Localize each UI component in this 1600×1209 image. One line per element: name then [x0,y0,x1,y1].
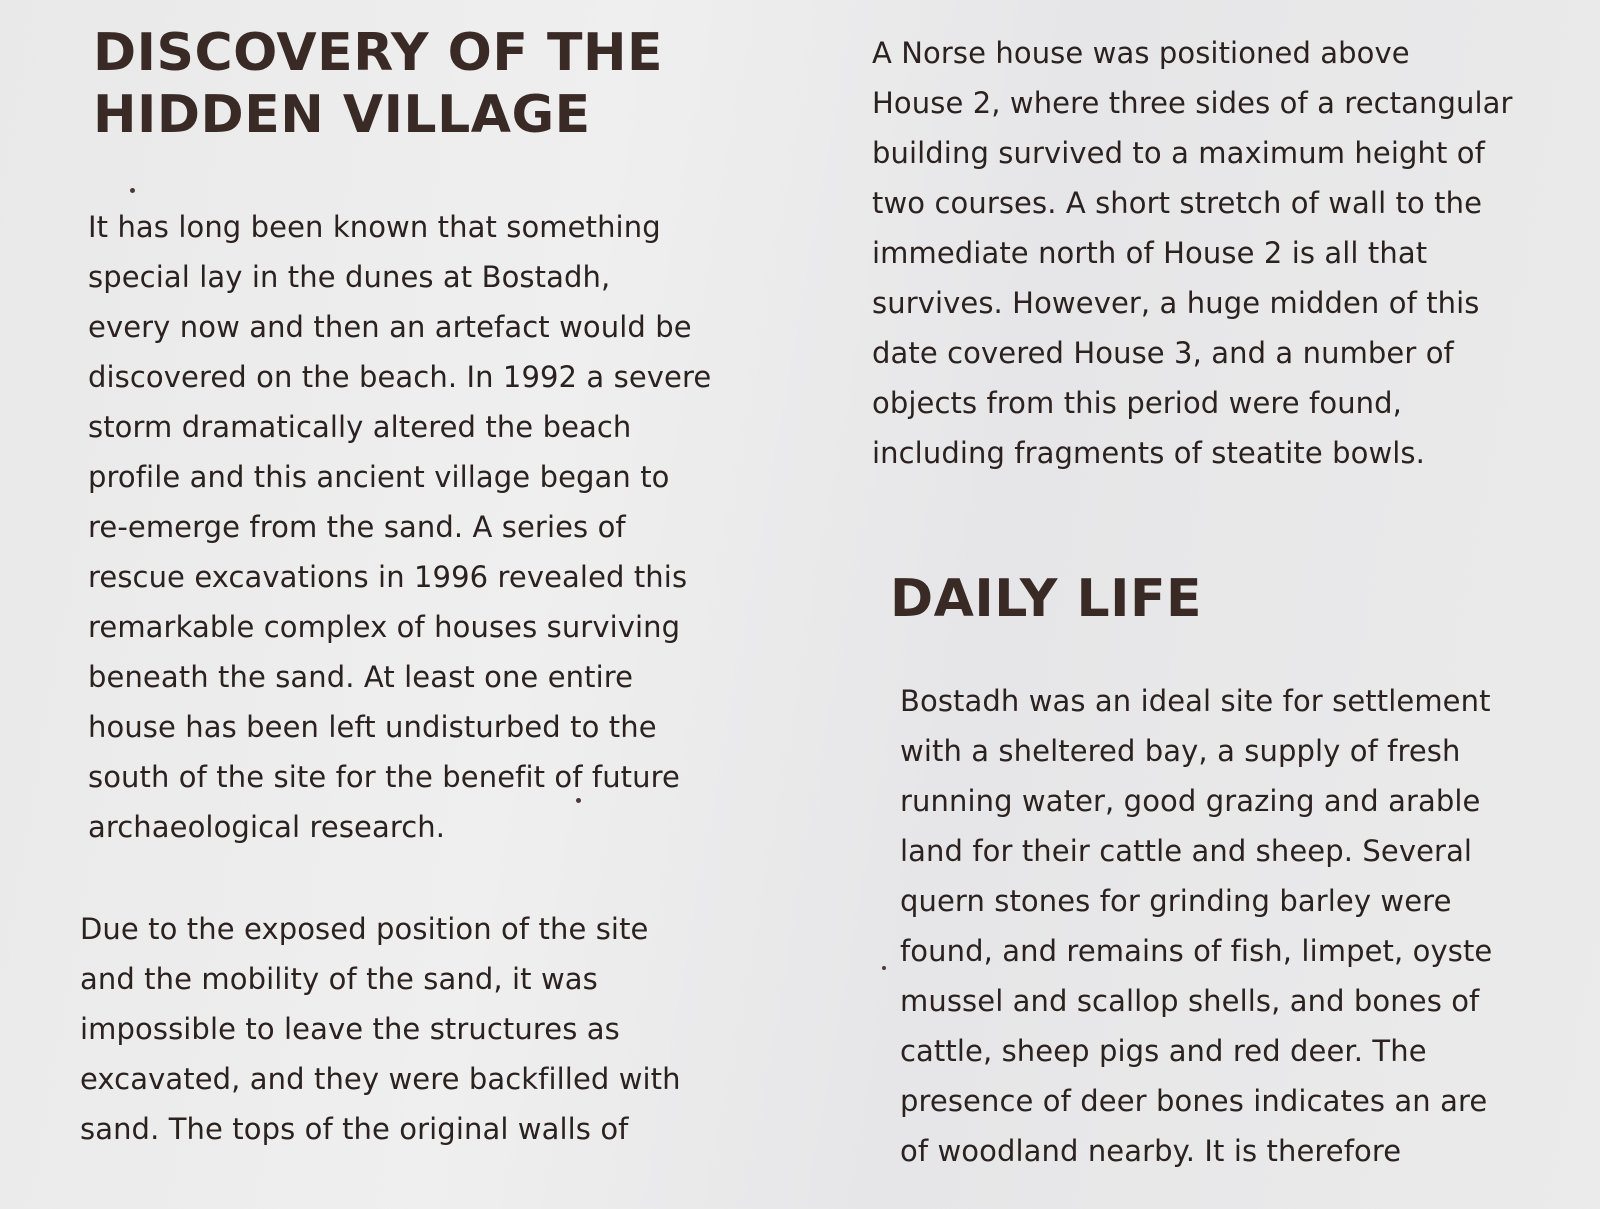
text-line: Bostadh was an ideal site for settlement [900,684,1491,718]
text-line: objects from this period were found, [872,386,1402,420]
text-line: quern stones for grinding barley were [900,884,1452,918]
text-line: remarkable complex of houses surviving [88,610,681,644]
surface-speck [576,798,581,803]
discovery-paragraph-1 [88,202,808,852]
text-line: found, and remains of fish, limpet, oyste [900,934,1493,968]
text-line: every now and then an artefact would be [88,310,692,344]
text-line: House 2, where three sides of a rectangular [872,86,1513,120]
daily-life-paragraph [900,676,1600,1176]
text-line: land for their cattle and sheep. Several [900,834,1473,868]
text-line: with a sheltered bay, a supply of fresh [900,734,1461,768]
text-line: It has long been known that something [88,210,661,244]
text-line: rescue excavations in 1996 revealed this [88,560,688,594]
text-line: immediate north of House 2 is all that [872,236,1428,270]
discovery-paragraph-2 [80,904,800,1154]
text-line: and the mobility of the sand, it was [80,962,598,996]
norse-house-paragraph [872,28,1592,478]
text-line: storm dramatically altered the beach [88,410,632,444]
discovery-heading [80,22,810,146]
text-line: date covered House 3, and a number of [872,336,1454,370]
text-line: re-emerge from the sand. A series of [88,510,626,544]
text-line: house has been left undisturbed to the [88,710,657,744]
text-line: building survived to a maximum height of [872,136,1485,170]
text-line: Due to the exposed position of the site [80,912,649,946]
text-line: two courses. A short stretch of wall to the [872,186,1483,220]
text-line: sand. The tops of the original walls of [80,1112,629,1146]
text-line: excavated, and they were backfilled with [80,1062,681,1096]
text-line: south of the site for the benefit of future [88,760,680,794]
text-line: impossible to leave the structures as [80,1012,620,1046]
text-line: including fragments of steatite bowls. [872,436,1425,470]
discovery-heading-line-1: DISCOVERY OF THE [93,23,663,83]
text-line: of woodland nearby. It is therefore [900,1134,1402,1168]
surface-speck [882,966,886,970]
discovery-heading-line-2: HIDDEN VILLAGE [93,85,591,145]
text-line: cattle, sheep pigs and red deer. The [900,1034,1427,1068]
text-line: special lay in the dunes at Bostadh, [88,260,611,294]
text-line: running water, good grazing and arable [900,784,1481,818]
text-line: archaeological research. [88,810,446,844]
text-line: presence of deer bones indicates an are [900,1084,1488,1118]
text-line: profile and this ancient village began to [88,460,670,494]
text-line: A Norse house was positioned above [872,36,1410,70]
left-column [80,22,810,1146]
text-line: survives. However, a huge midden of this [872,286,1480,320]
surface-speck [130,188,135,193]
text-line: discovered on the beach. In 1992 a severe [88,360,712,394]
text-line: mussel and scallop shells, and bones of [900,984,1480,1018]
text-line: beneath the sand. At least one entire [88,660,634,694]
daily-life-heading: DAILY LIFE [890,569,1203,629]
